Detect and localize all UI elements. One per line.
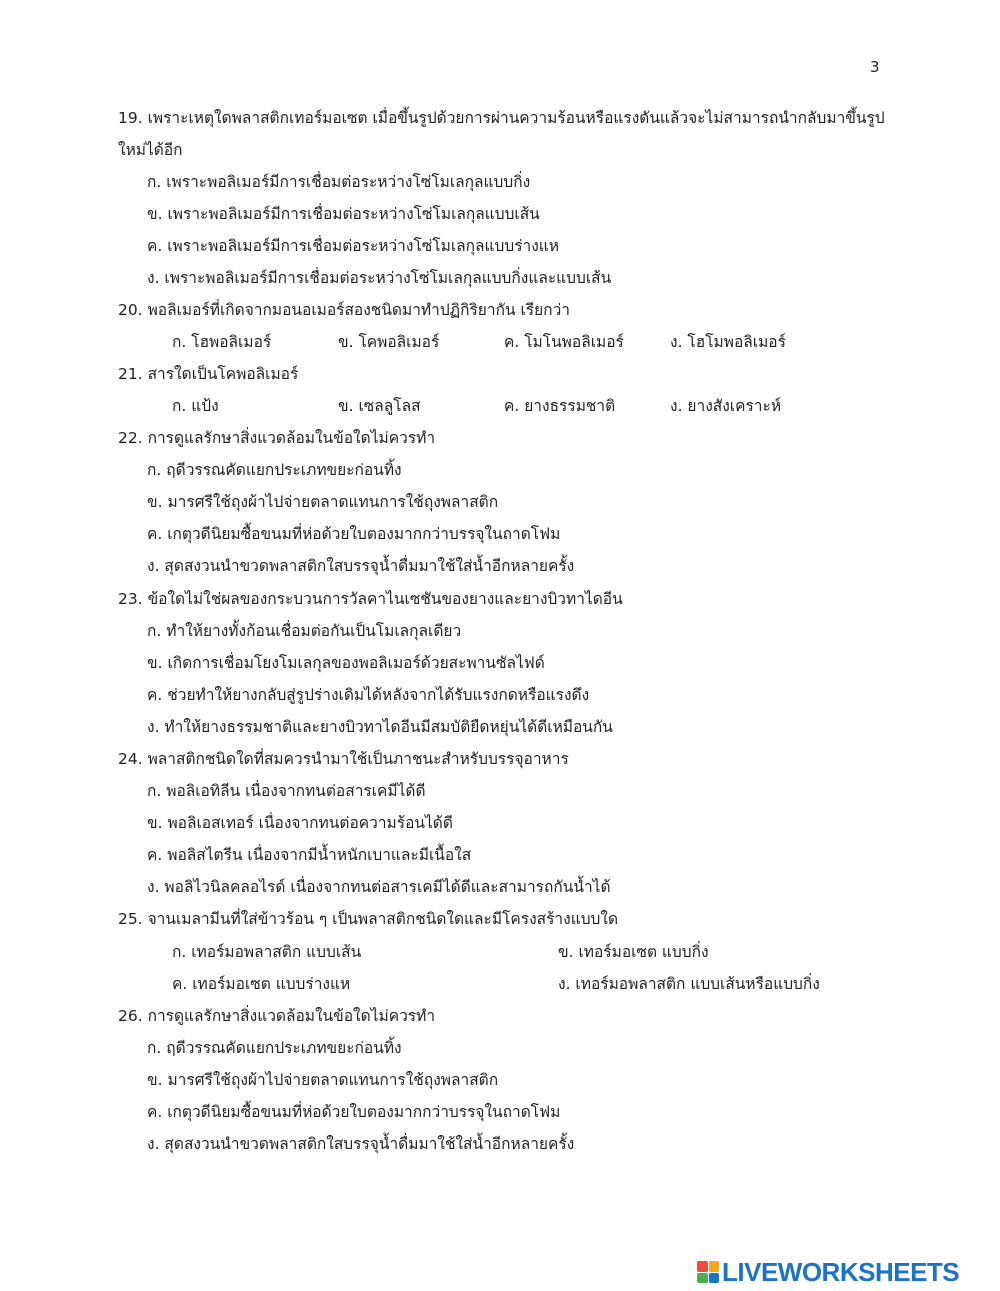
question-21-option-b[interactable]: ข. เซลลูโลส <box>338 397 421 415</box>
question-25-option-b[interactable]: ข. เทอร์มอเซต แบบกิ่ง <box>558 943 709 961</box>
question-20-option-b[interactable]: ข. โคพอลิเมอร์ <box>338 333 440 351</box>
question-20-option-d[interactable]: ง. โฮโมพอลิเมอร์ <box>670 333 786 351</box>
page-number: 3 <box>870 58 880 76</box>
question-21-option-a[interactable]: ก. แป้ง <box>172 397 219 415</box>
question-26-option-b[interactable]: ข. มารศรีใช้ถุงผ้าไปจ่ายตลาดแทนการใช้ถุงพลาสติก <box>147 1071 499 1089</box>
question-19-option-d[interactable]: ง. เพราะพอลิเมอร์มีการเชื่อมต่อระหว่างโซ่โมเลกุลแบบกิ่งและแบบเส้น <box>147 269 612 287</box>
question-20-option-c[interactable]: ค. โมโนพอลิเมอร์ <box>504 333 624 351</box>
question-21-option-d[interactable]: ง. ยางสังเคราะห์ <box>670 397 782 415</box>
question-19-option-c[interactable]: ค. เพราะพอลิเมอร์มีการเชื่อมต่อระหว่างโซ่โมเลกุลแบบร่างแห <box>147 237 559 255</box>
question-22-text: 22. การดูแลรักษาสิ่งแวดล้อมในข้อใดไม่ควรทำ <box>118 429 436 447</box>
liveworksheets-logo <box>697 1258 959 1286</box>
question-23-option-a[interactable]: ก. ทำให้ยางทั้งก้อนเชื่อมต่อกันเป็นโมเลกุลเดียว <box>147 622 462 640</box>
question-19-text-continued: ใหม่ได้อีก <box>118 141 183 159</box>
question-24-option-b[interactable]: ข. พอลิเอสเทอร์ เนื่องจากทนต่อความร้อนได้ดี <box>147 814 453 832</box>
question-20-option-a[interactable]: ก. โฮพอลิเมอร์ <box>172 333 272 351</box>
question-21-text: 21. สารใดเป็นโคพอลิเมอร์ <box>118 365 299 383</box>
question-25-text: 25. จานเมลามีนที่ใส่ข้าวร้อน ๆ เป็นพลาสติกชนิดใดและมีโครงสร้างแบบใด <box>118 910 619 928</box>
question-20-text: 20. พอลิเมอร์ที่เกิดจากมอนอเมอร์สองชนิดมาทำปฏิกิริยากัน เรียกว่า <box>118 301 570 319</box>
question-22-option-b[interactable]: ข. มารศรีใช้ถุงผ้าไปจ่ายตลาดแทนการใช้ถุงพลาสติก <box>147 493 499 511</box>
question-26-option-d[interactable]: ง. สุดสงวนนำขวดพลาสติกใสบรรจุน้ำดื่มมาใช้ใส่น้ำอีกหลายครั้ง <box>147 1135 575 1153</box>
question-22-option-c[interactable]: ค. เกตุวดีนิยมซื้อขนมที่ห่อด้วยใบตองมากกว่าบรรจุในถาดโฟม <box>147 525 561 543</box>
question-23-option-c[interactable]: ค. ช่วยทำให้ยางกลับสู่รูปร่างเดิมได้หลังจากได้รับแรงกดหรือแรงดึง <box>147 686 590 704</box>
question-19-text: 19. เพราะเหตุใดพลาสติกเทอร์มอเซต เมื่อขึ้นรูปด้วยการผ่านความร้อนหรือแรงดันแล้วจะไม่สามารถนำกลับมาขึ้นรูป <box>118 109 885 127</box>
question-19-option-b[interactable]: ข. เพราะพอลิเมอร์มีการเชื่อมต่อระหว่างโซ่โมเลกุลแบบเส้น <box>147 205 540 223</box>
logo-square-red <box>697 1261 708 1272</box>
liveworksheets-logo-text: LIVEWORKSHEETS <box>722 1256 960 1287</box>
question-21-option-c[interactable]: ค. ยางธรรมชาติ <box>504 397 616 415</box>
question-26-text: 26. การดูแลรักษาสิ่งแวดล้อมในข้อใดไม่ควรทำ <box>118 1007 436 1025</box>
logo-square-green <box>697 1273 708 1284</box>
question-24-option-a[interactable]: ก. พอลิเอทิลีน เนื่องจากทนต่อสารเคมีได้ดี <box>147 782 426 800</box>
liveworksheets-logo-icon <box>697 1261 719 1283</box>
logo-square-blue <box>709 1273 720 1284</box>
question-24-option-c[interactable]: ค. พอลิสไตรีน เนื่องจากมีน้ำหนักเบาและมีเนื้อใส <box>147 846 472 864</box>
question-22-option-d[interactable]: ง. สุดสงวนนำขวดพลาสติกใสบรรจุน้ำดื่มมาใช้ใส่น้ำอีกหลายครั้ง <box>147 557 575 575</box>
question-23-text: 23. ข้อใดไม่ใช่ผลของกระบวนการวัลคาไนเซชันของยางและยางบิวทาไดอีน <box>118 590 623 608</box>
logo-square-orange <box>709 1261 720 1272</box>
question-25-option-a[interactable]: ก. เทอร์มอพลาสติก แบบเส้น <box>172 943 362 961</box>
question-19-option-a[interactable]: ก. เพราะพอลิเมอร์มีการเชื่อมต่อระหว่างโซ่โมเลกุลแบบกิ่ง <box>147 173 531 191</box>
question-24-option-d[interactable]: ง. พอลิไวนิลคลอไรด์ เนื่องจากทนต่อสารเคมีได้ดีและสามารถกันน้ำได้ <box>147 878 611 896</box>
question-23-option-b[interactable]: ข. เกิดการเชื่อมโยงโมเลกุลของพอลิเมอร์ด้วยสะพานซัลไฟด์ <box>147 654 545 672</box>
question-23-option-d[interactable]: ง. ทำให้ยางธรรมชาติและยางบิวทาไดอีนมีสมบัติยืดหยุ่นได้ดีเหมือนกัน <box>147 718 613 736</box>
question-25-option-c[interactable]: ค. เทอร์มอเซต แบบร่างแห <box>172 975 351 993</box>
question-26-option-c[interactable]: ค. เกตุวดีนิยมซื้อขนมที่ห่อด้วยใบตองมากกว่าบรรจุในถาดโฟม <box>147 1103 561 1121</box>
question-26-option-a[interactable]: ก. ฤดีวรรณคัดแยกประเภทขยะก่อนทิ้ง <box>147 1039 402 1057</box>
question-22-option-a[interactable]: ก. ฤดีวรรณคัดแยกประเภทขยะก่อนทิ้ง <box>147 461 402 479</box>
question-25-option-d[interactable]: ง. เทอร์มอพลาสติก แบบเส้นหรือแบบกิ่ง <box>558 975 820 993</box>
question-24-text: 24. พลาสติกชนิดใดที่สมควรนำมาใช้เป็นภาชนะสำหรับบรรจุอาหาร <box>118 750 569 768</box>
